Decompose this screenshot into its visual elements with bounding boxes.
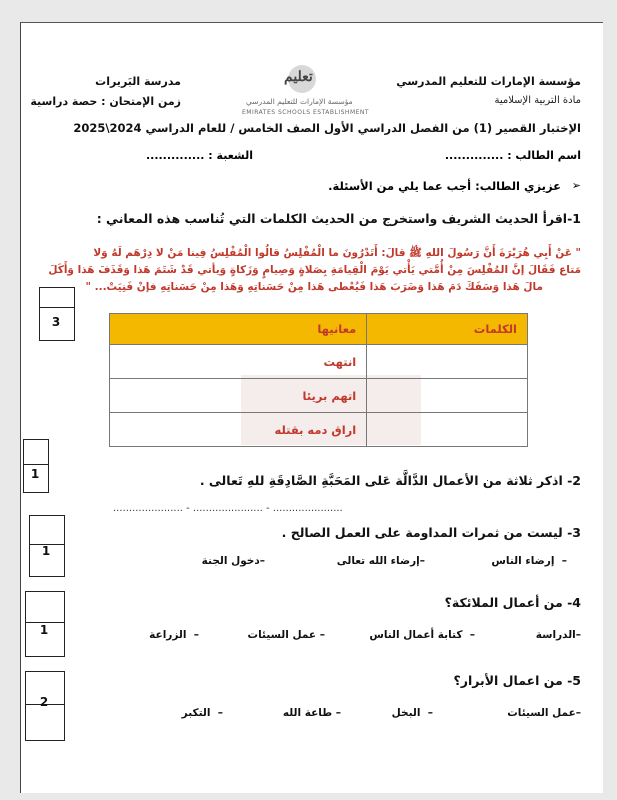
word-answer-cell[interactable] [367,345,528,379]
ese-logo: تعليم مؤسسة الإمارات للتعليم المدرسي EMIRATES SCHOOLS ESTABLISHMENT [226,63,386,133]
hadith-line-2: مَتاع فَقَالَ إنَّ المُفْلِسَ مِنْ أُمَّتي يَأْتي يَوْمَ الْقِيامَةِ بِصَلاةٍ وَصِيامٍ وَزَكاةٍ وَيأتي قَدْ شَتَمَ هَذا وَقَذَفَ هَذا وَأَكَلَ [48,264,581,276]
header-institution: مؤسسة الإمارات للتعليم المدرسي [396,75,581,88]
word-answer-cell[interactable] [367,413,528,447]
q4-title: 4- من أعمال الملائكة؟ [444,595,581,610]
exam-title: الإختبار القصير (1) من الفصل الدراسي الأول الصف الخامس / للعام الدراسي 2024\2025 [73,121,581,135]
q3-option[interactable]: – إرضاء الناس [491,555,567,567]
q4-mark: 1 [39,623,49,637]
q5-title: 5- من اعمال الأبرار؟ [453,673,581,688]
q3-mark: 1 [41,544,51,558]
section-field[interactable]: الشعبة : .............. [145,149,253,162]
q3-title: 3- ليست من ثمرات المداومة على العمل الصالح . [281,525,581,540]
table-row [110,379,528,413]
q3-option[interactable]: –دخول الجنة [201,555,265,567]
word-answer-cell[interactable] [367,379,528,413]
hadith-line-3: مالَ هَذا وَسَفَكَ دَمَ هَذا وَضَرَبَ هَذا فَيُعْطى هَذا مِنْ حَسَناتِهِ وَهَذا مِنْ حَسَناتِهِ فإنْ فَنِيَتْ... " [85,281,543,293]
student-name-field[interactable]: اسم الطالب : .............. [444,149,581,162]
q1-score-box [39,287,75,341]
col-meanings-header: معانيها [110,314,367,345]
arrow-bullet-icon: ➢ [571,179,581,192]
q4-option[interactable]: –الدراسة [535,629,581,641]
q5-mark: 2 [39,695,49,709]
intro-text: عزيزي الطالب: أجب عما يلي من الأسئلة. [328,179,561,193]
header-exam-time: زمن الإمتحان : حصة دراسية [30,95,181,108]
col-words-header: الكلمات [367,314,528,345]
q5-option[interactable]: – طاعة الله [282,707,341,719]
table-row [110,345,528,379]
exam-page [20,22,603,793]
q2-title: 2- اذكر ثلاثة من الأعمال الدَّالَّة عَلى المَحَبَّةِ الصَّادِقَةِ للهِ تَعالى . [199,473,581,488]
words-table [109,313,528,447]
hadith-line-1: " عَنْ أَبِي هُرَيْرَةَ أَنَّ رَسُولَ اللهِ ﷺ قالَ: أَتَدْرُونَ ما الْمُفْلِسُ قالُوا الْمُفْلِسُ فِينا مَنْ لا دِرْهَم لَهُ وَلا [93,247,581,259]
q5-option[interactable]: –عمل السيئات [507,707,581,719]
q4-option[interactable]: – الزراعة [149,629,199,641]
q4-option[interactable]: – كتابة أعمال الناس [369,629,475,641]
q5-option[interactable]: – التكبر [181,707,223,719]
meaning-cell: اراق دمه بقتله [110,413,367,447]
q1-mark: 3 [51,315,61,329]
header-subject: مادة التربية الإسلامية [494,95,581,106]
q2-mark: 1 [30,467,40,481]
table-row [110,413,528,447]
header-school: مدرسة البَريرات [95,75,181,88]
q4-option[interactable]: – عمل السيئات [247,629,325,641]
meaning-cell: انتهت [110,345,367,379]
q2-answer-lines[interactable]: ...................... - ...................... - ...................... [113,503,343,514]
meaning-cell: اتهم بريئا [110,379,367,413]
q3-option[interactable]: –إرضاء الله تعالى [336,555,425,567]
q2-score-box [23,439,49,493]
q5-option[interactable]: – البخل [391,707,433,719]
q1-title: 1-اقرأ الحديث الشريف واستخرج من الحديث الكلمات التي تُناسب هذه المعاني : [96,211,581,226]
